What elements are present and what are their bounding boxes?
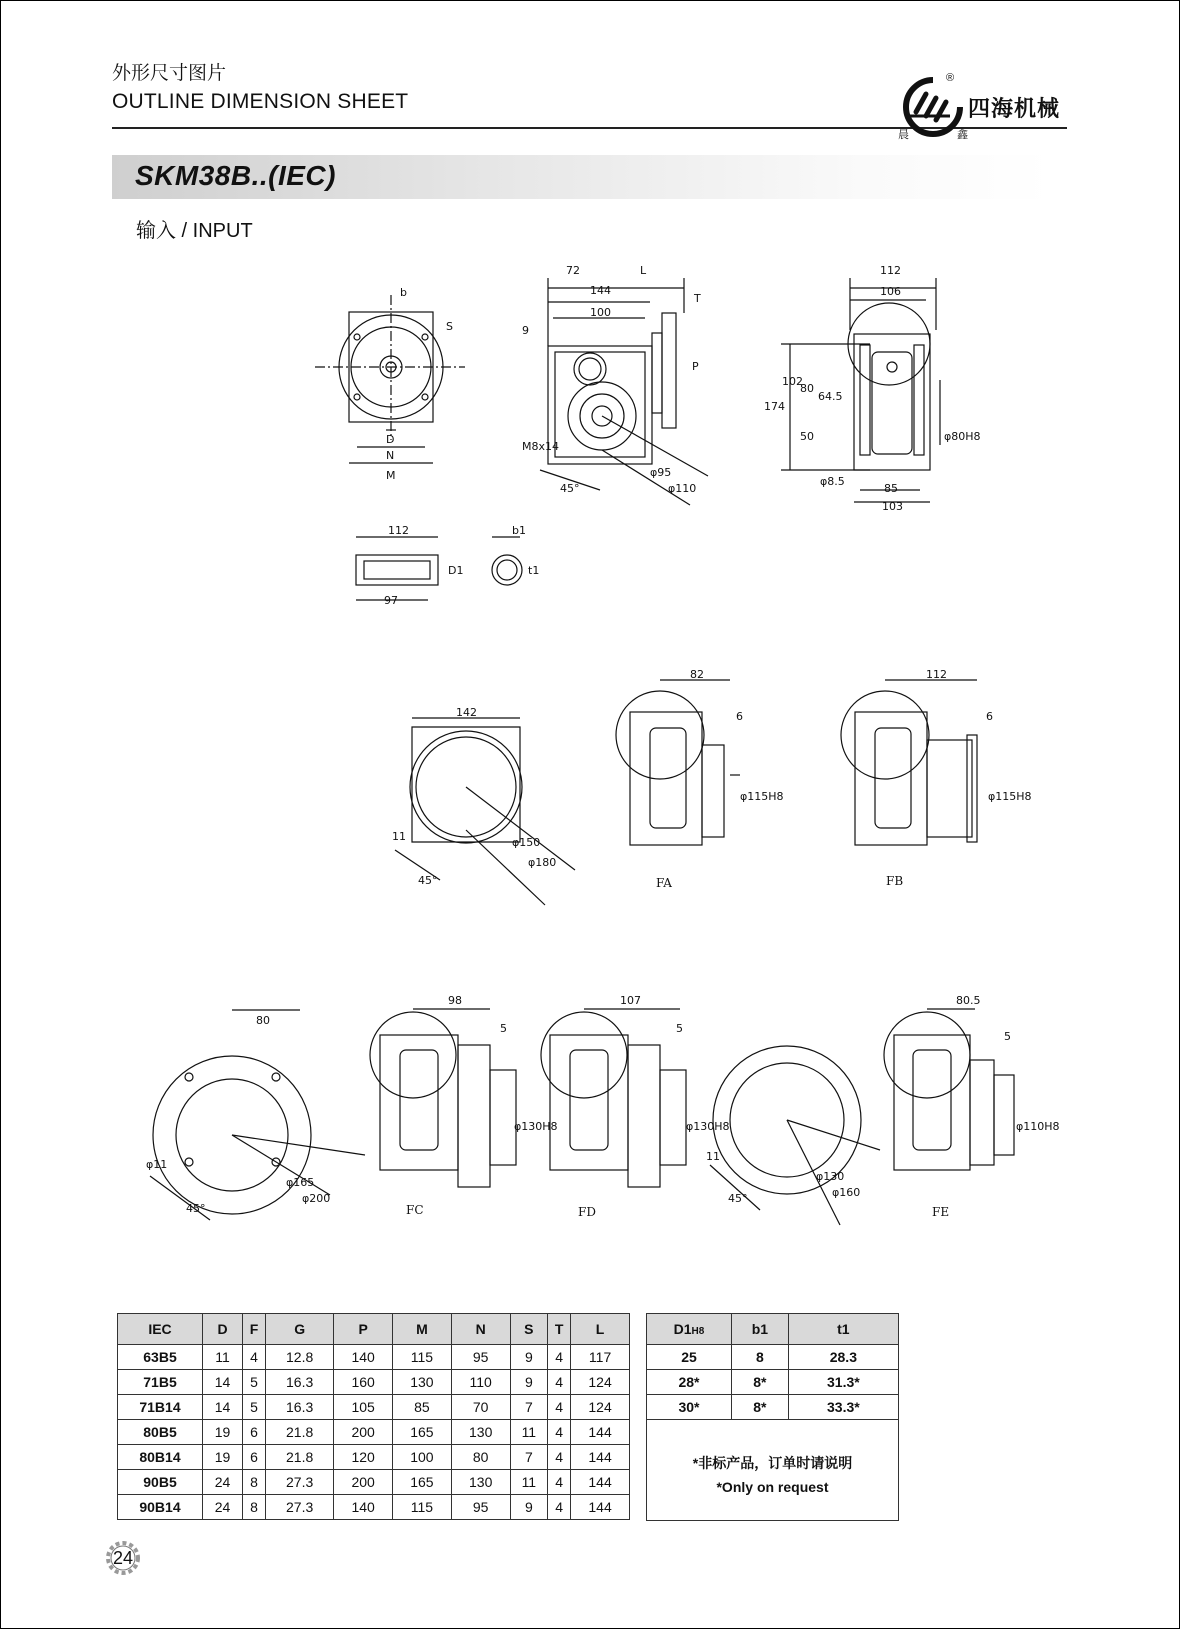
brand-sub-left: 晨 bbox=[898, 129, 909, 141]
table-cell: 4 bbox=[243, 1345, 266, 1370]
table-cell: 124 bbox=[571, 1370, 630, 1395]
dim-b: b bbox=[400, 286, 407, 299]
table-row bbox=[118, 1495, 630, 1520]
section-label: 输入 / INPUT bbox=[136, 220, 253, 242]
table-cell: 90B14 bbox=[118, 1495, 203, 1520]
table-cell: 5 bbox=[243, 1370, 266, 1395]
dim-phi130h8-fd: φ130H8 bbox=[686, 1120, 730, 1133]
dimension-labels bbox=[146, 264, 1060, 1215]
table-cell: 4 bbox=[548, 1395, 571, 1420]
dim-phi95: φ95 bbox=[650, 466, 672, 479]
dim-72: 72 bbox=[566, 264, 580, 277]
table-row bbox=[118, 1420, 630, 1445]
table-cell: 117 bbox=[571, 1345, 630, 1370]
table-cell: 24 bbox=[203, 1495, 243, 1520]
table-cell: 71B5 bbox=[118, 1370, 203, 1395]
table-cell: 90B5 bbox=[118, 1470, 203, 1495]
table-cell: 7 bbox=[510, 1395, 548, 1420]
dim-n: N bbox=[386, 449, 395, 462]
table-cell: 8 bbox=[732, 1345, 789, 1370]
shaft-dimension-table bbox=[646, 1313, 899, 1420]
table-cell: 31.3* bbox=[788, 1370, 898, 1395]
dim-11-bottom: 11 bbox=[706, 1150, 720, 1163]
table-cell: 105 bbox=[334, 1395, 393, 1420]
dim-85: 85 bbox=[884, 482, 898, 495]
dim-6-fa: 6 bbox=[736, 710, 743, 723]
table-row bbox=[118, 1395, 630, 1420]
table-cell: 14 bbox=[203, 1370, 243, 1395]
dim-phi115h8-fb: φ115H8 bbox=[988, 790, 1032, 803]
table-cell: 16.3 bbox=[266, 1370, 334, 1395]
dim-142: 142 bbox=[456, 706, 477, 719]
col-header: G bbox=[266, 1314, 334, 1345]
model-title: SKM38B..(IEC) bbox=[135, 160, 336, 191]
dim-phi8-5: φ8.5 bbox=[820, 475, 845, 488]
caption-fd: FD bbox=[578, 1205, 596, 1219]
table-cell: 4 bbox=[548, 1370, 571, 1395]
dim-phi110h8-fe: φ110H8 bbox=[1016, 1120, 1060, 1133]
header-title-cn: 外形尺寸图片 bbox=[112, 63, 227, 84]
col-header: F bbox=[243, 1314, 266, 1345]
table-cell: 9 bbox=[510, 1495, 548, 1520]
col-header: P bbox=[334, 1314, 393, 1345]
table-cell: 80B14 bbox=[118, 1445, 203, 1470]
table-cell: 115 bbox=[393, 1345, 452, 1370]
dim-m: M bbox=[386, 469, 396, 482]
fc-flange-view bbox=[370, 1009, 516, 1187]
dim-82: 82 bbox=[690, 668, 704, 681]
col-header: M bbox=[393, 1314, 452, 1345]
table-cell: 28* bbox=[647, 1370, 732, 1395]
col-header: L bbox=[571, 1314, 630, 1345]
table-cell: 165 bbox=[393, 1420, 452, 1445]
table-cell: 7 bbox=[510, 1445, 548, 1470]
table-cell: 21.8 bbox=[266, 1445, 334, 1470]
dim-80: 80 bbox=[800, 382, 814, 395]
col-header-d1: D1 bbox=[673, 1321, 692, 1337]
dim-112-fb: 112 bbox=[926, 668, 947, 681]
dim-s: S bbox=[446, 320, 453, 333]
flange-200-view bbox=[150, 1010, 365, 1220]
dim-100: 100 bbox=[590, 306, 611, 319]
dim-phi150: φ150 bbox=[512, 836, 541, 849]
dim-45-mid: 45° bbox=[418, 874, 438, 887]
dim-98: 98 bbox=[448, 994, 462, 1007]
table-cell: 11 bbox=[203, 1345, 243, 1370]
table-cell: 6 bbox=[243, 1445, 266, 1470]
dim-107: 107 bbox=[620, 994, 641, 1007]
table-cell: 200 bbox=[334, 1470, 393, 1495]
col-header: IEC bbox=[118, 1314, 203, 1345]
table-cell: 4 bbox=[548, 1495, 571, 1520]
dim-106: 106 bbox=[880, 285, 901, 298]
table-cell: 11 bbox=[510, 1420, 548, 1445]
special-order-note bbox=[646, 1413, 899, 1521]
table-cell: 6 bbox=[243, 1420, 266, 1445]
table-cell: 8* bbox=[732, 1370, 789, 1395]
header-title-en: OUTLINE DIMENSION SHEET bbox=[112, 90, 409, 113]
dim-5-fe: 5 bbox=[1004, 1030, 1011, 1043]
dim-phi180: φ180 bbox=[528, 856, 557, 869]
dim-80-5: 80.5 bbox=[956, 994, 981, 1007]
dim-97: 97 bbox=[384, 594, 398, 607]
dim-t1: t1 bbox=[528, 564, 540, 577]
table-cell: 27.3 bbox=[266, 1495, 334, 1520]
table-cell: 5 bbox=[243, 1395, 266, 1420]
table-cell: 144 bbox=[571, 1445, 630, 1470]
table-row bbox=[118, 1445, 630, 1470]
table-cell: 24 bbox=[203, 1470, 243, 1495]
col-header: D bbox=[203, 1314, 243, 1345]
table-cell: 165 bbox=[393, 1470, 452, 1495]
dim-103: 103 bbox=[882, 500, 903, 513]
table-row bbox=[118, 1370, 630, 1395]
table-cell: 130 bbox=[451, 1470, 510, 1495]
table-cell: 4 bbox=[548, 1345, 571, 1370]
dim-phi11: φ11 bbox=[146, 1158, 168, 1171]
col-header: t1 bbox=[788, 1314, 898, 1345]
dim-112-top: 112 bbox=[880, 264, 901, 277]
table-cell: 28.3 bbox=[788, 1345, 898, 1370]
table-cell: 63B5 bbox=[118, 1345, 203, 1370]
dim-50: 50 bbox=[800, 430, 814, 443]
dim-phi130: φ130 bbox=[816, 1170, 845, 1183]
table-cell: 8* bbox=[732, 1395, 789, 1420]
iec-dimension-table bbox=[117, 1313, 630, 1520]
dim-phi80h8: φ80H8 bbox=[944, 430, 981, 443]
table-cell: 130 bbox=[393, 1370, 452, 1395]
table-cell: 19 bbox=[203, 1420, 243, 1445]
col-header: T bbox=[548, 1314, 571, 1345]
dim-102: 102 bbox=[782, 375, 803, 388]
table-row bbox=[118, 1345, 630, 1370]
table-cell: 4 bbox=[548, 1445, 571, 1470]
table-cell: 95 bbox=[451, 1495, 510, 1520]
table-cell: 70 bbox=[451, 1395, 510, 1420]
brand-name: 四海机械 bbox=[968, 96, 1061, 121]
dim-144: 144 bbox=[590, 284, 611, 297]
note-en: *Only on request bbox=[716, 1479, 829, 1495]
dim-112-shaft: 112 bbox=[388, 524, 409, 537]
table-cell: 80 bbox=[451, 1445, 510, 1470]
page-number: 24 bbox=[112, 1548, 134, 1568]
table-cell: 200 bbox=[334, 1420, 393, 1445]
table-cell: 12.8 bbox=[266, 1345, 334, 1370]
dim-m8x14: M8x14 bbox=[522, 440, 559, 453]
hollow-shaft-views bbox=[356, 537, 522, 600]
dim-phi200: φ200 bbox=[302, 1192, 331, 1205]
table-cell: 120 bbox=[334, 1445, 393, 1470]
caption-fa: FA bbox=[656, 876, 672, 890]
dim-64-5: 64.5 bbox=[818, 390, 843, 403]
dim-5-fd: 5 bbox=[676, 1022, 683, 1035]
table-row bbox=[647, 1370, 899, 1395]
fb-flange-view bbox=[841, 680, 977, 845]
fa-flange-view bbox=[616, 680, 740, 845]
note-cn: *非标产品，订单时请说明 bbox=[692, 1455, 853, 1471]
col-header-d1h8 bbox=[647, 1314, 732, 1345]
table-cell: 71B14 bbox=[118, 1395, 203, 1420]
table-cell: 30* bbox=[647, 1395, 732, 1420]
col-header: S bbox=[510, 1314, 548, 1345]
table-cell: 9 bbox=[510, 1370, 548, 1395]
table-cell: 144 bbox=[571, 1420, 630, 1445]
dim-l: L bbox=[640, 264, 647, 277]
dim-d: D bbox=[386, 433, 395, 446]
table-cell: 80B5 bbox=[118, 1420, 203, 1445]
table-cell: 33.3* bbox=[788, 1395, 898, 1420]
table-cell: 144 bbox=[571, 1470, 630, 1495]
dim-45-top: 45° bbox=[560, 482, 580, 495]
table-cell: 95 bbox=[451, 1345, 510, 1370]
dim-9: 9 bbox=[522, 324, 529, 337]
table-cell: 27.3 bbox=[266, 1470, 334, 1495]
view-captions bbox=[406, 874, 949, 1219]
dim-6-fb: 6 bbox=[986, 710, 993, 723]
dim-174: 174 bbox=[764, 400, 785, 413]
table-cell: 21.8 bbox=[266, 1420, 334, 1445]
table-cell: 110 bbox=[451, 1370, 510, 1395]
dim-5-fc: 5 bbox=[500, 1022, 507, 1035]
table-cell: 85 bbox=[393, 1395, 452, 1420]
table-cell: 130 bbox=[451, 1420, 510, 1445]
dim-phi165: φ165 bbox=[286, 1176, 315, 1189]
table-cell: 11 bbox=[510, 1470, 548, 1495]
caption-fc: FC bbox=[406, 1203, 424, 1217]
dim-d1: D1 bbox=[448, 564, 464, 577]
fd-flange-view bbox=[541, 1009, 686, 1187]
table-cell: 144 bbox=[571, 1495, 630, 1520]
dim-phi110: φ110 bbox=[668, 482, 697, 495]
brand-sub-right: 鑫 bbox=[957, 129, 968, 141]
table-cell: 140 bbox=[334, 1345, 393, 1370]
table-row bbox=[647, 1345, 899, 1370]
caption-fe: FE bbox=[932, 1205, 950, 1219]
col-header: N bbox=[451, 1314, 510, 1345]
page-number-badge bbox=[103, 1538, 143, 1578]
table-cell: 8 bbox=[243, 1470, 266, 1495]
table-row bbox=[118, 1470, 630, 1495]
fe-flange-view bbox=[884, 1009, 1014, 1170]
table-cell: 124 bbox=[571, 1395, 630, 1420]
dim-phi130h8-fc: φ130H8 bbox=[514, 1120, 558, 1133]
table-cell: 140 bbox=[334, 1495, 393, 1520]
registered-mark: ® bbox=[946, 72, 955, 84]
table-cell: 4 bbox=[548, 1420, 571, 1445]
table-header-row bbox=[647, 1314, 899, 1345]
gearbox-side-view bbox=[540, 278, 708, 505]
table-cell: 19 bbox=[203, 1445, 243, 1470]
table-cell: 14 bbox=[203, 1395, 243, 1420]
table-cell: 100 bbox=[393, 1445, 452, 1470]
table-cell: 16.3 bbox=[266, 1395, 334, 1420]
col-header-d1-sub: H8 bbox=[691, 1326, 705, 1337]
dim-11-mid: 11 bbox=[392, 830, 406, 843]
caption-fb: FB bbox=[886, 874, 904, 888]
dim-45-bottom-right: 45° bbox=[728, 1192, 748, 1205]
table-cell: 25 bbox=[647, 1345, 732, 1370]
dim-p: P bbox=[692, 360, 699, 373]
table-cell: 9 bbox=[510, 1345, 548, 1370]
table-cell: 160 bbox=[334, 1370, 393, 1395]
dim-phi160: φ160 bbox=[832, 1186, 861, 1199]
dim-45-bottom: 45° bbox=[186, 1202, 206, 1215]
dim-80: 80 bbox=[256, 1014, 270, 1027]
col-header: b1 bbox=[732, 1314, 789, 1345]
dim-t: T bbox=[694, 292, 701, 305]
table-cell: 4 bbox=[548, 1470, 571, 1495]
table-cell: 115 bbox=[393, 1495, 452, 1520]
table-header-row bbox=[118, 1314, 630, 1345]
table-cell: 8 bbox=[243, 1495, 266, 1520]
dim-phi115h8-fa: φ115H8 bbox=[740, 790, 784, 803]
dim-b1: b1 bbox=[512, 524, 526, 537]
